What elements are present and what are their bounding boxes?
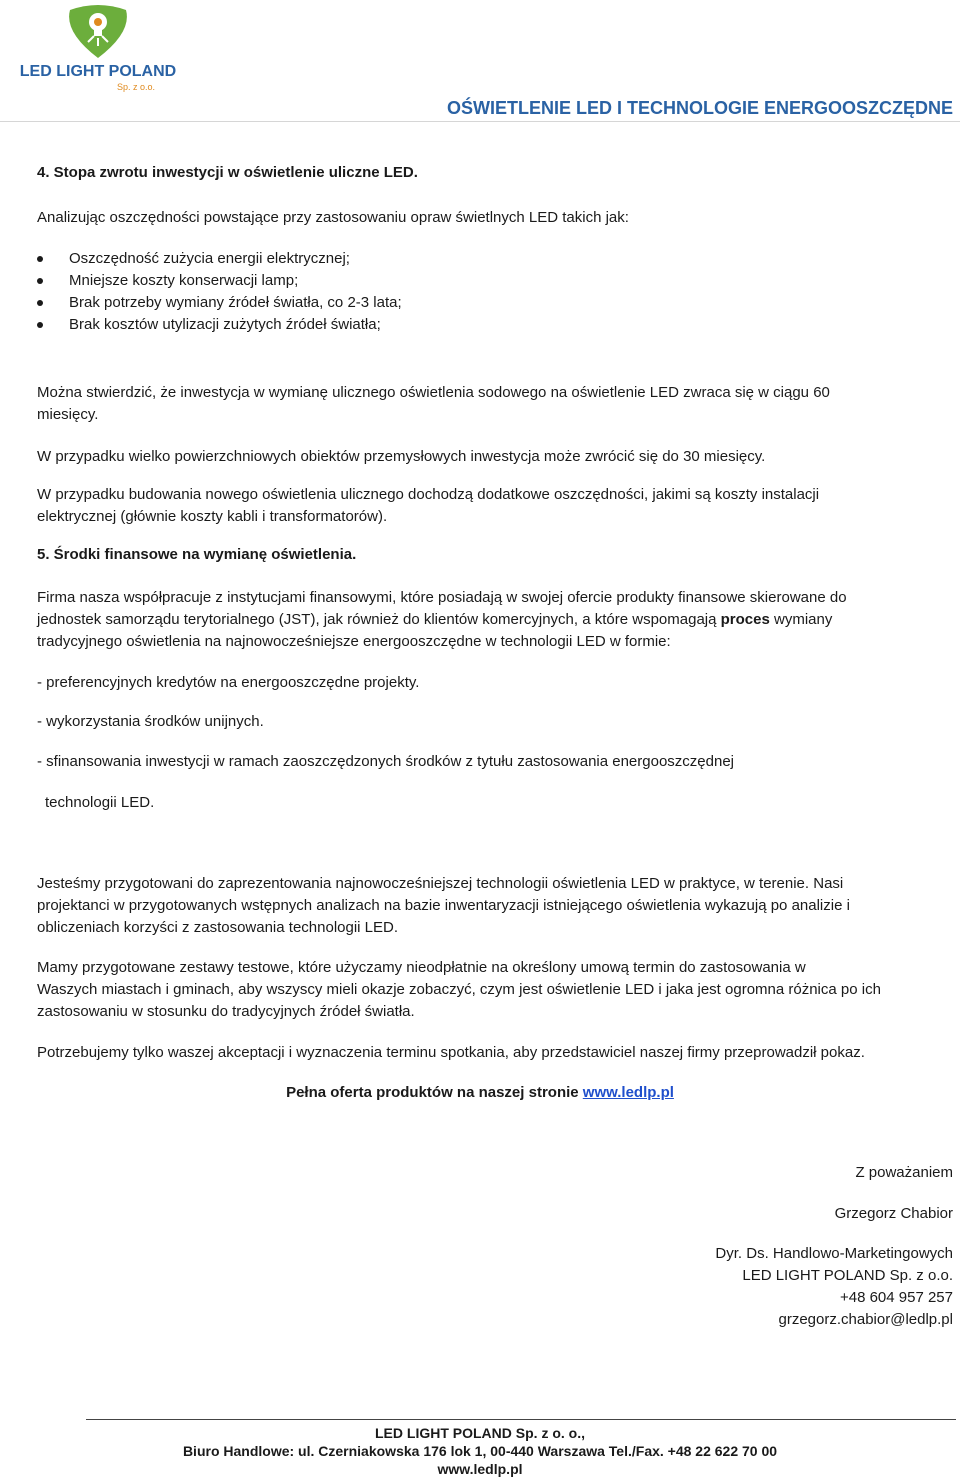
header-title: OŚWIETLENIE LED I TECHNOLOGIE ENERGOOSZCZĘDNE <box>446 98 953 118</box>
paragraph: miesięcy. <box>37 406 99 423</box>
financing-option: - sfinansowania inwestycji w ramach zaoszczędzonych środków z tytułu zastosowania energooszczędnej <box>37 753 735 770</box>
footer-address: Biuro Handlowe: ul. Czerniakowska 176 lok 1, 00-440 Warszawa Tel./Fax. +48 22 622 70 00 <box>182 1443 778 1459</box>
financing-option: - preferencyjnych kredytów na energooszczędne projekty. <box>37 674 420 691</box>
svg-text:Sp. z o.o.: Sp. z o.o. <box>116 82 156 92</box>
paragraph <box>37 610 832 629</box>
paragraph: Potrzebujemy tylko waszej akceptacji i wyznaczenia terminu spotkania, aby przedstawiciel naszej firmy przeprowadził pokaz. <box>37 1044 865 1061</box>
header-divider <box>0 121 960 122</box>
section4-heading: 4. Stopa zwrotu inwestycji w oświetlenie uliczne LED. <box>37 164 418 181</box>
company-logo <box>18 2 178 94</box>
paragraph: elektrycznej (głównie koszty kabli i transformatorów). <box>37 508 388 525</box>
paragraph: Waszych miastach i gminach, aby wszyscy mieli okazje zobaczyć, czym jest oświetlenie LED i jaka jest ogromna różnica po ich <box>37 981 881 998</box>
section4-intro: Analizując oszczędności powstające przy zastosowaniu opraw świetlnych LED takich jak: <box>37 209 629 226</box>
footer-company: LED LIGHT POLAND Sp. z o. o., <box>375 1425 585 1441</box>
paragraph-text: wymiany <box>774 611 833 628</box>
logo-graphic <box>18 2 178 94</box>
paragraph: obliczeniach korzyści z zastosowania technologii LED. <box>37 919 399 936</box>
paragraph-text: jednostek samorządu terytorialnego (JST), jak również do klientów komercyjnych, a które wspomagają <box>37 611 717 628</box>
list-item: Brak potrzeby wymiany źródeł światła, co 2-3 lata; <box>37 293 402 315</box>
greeting: Z poważaniem <box>855 1164 953 1181</box>
paragraph: W przypadku wielko powierzchniowych obiektów przemysłowych inwestycja może zwrócić się do 30 miesięcy. <box>37 448 766 465</box>
paragraph-emphasis: proces <box>720 611 770 628</box>
signer-phone: +48 604 957 257 <box>839 1289 953 1306</box>
signer-title: Dyr. Ds. Handlowo-Marketingowych <box>715 1245 953 1262</box>
signer-email: grzegorz.chabior@ledlp.pl <box>778 1311 953 1328</box>
footer-divider <box>86 1419 956 1420</box>
financing-option-cont: technologii LED. <box>45 794 155 811</box>
signer-name: Grzegorz Chabior <box>834 1205 953 1222</box>
paragraph: projektanci w przygotowanych wstępnych analizach na bazie inwentaryzacji istniejącego oświetlenia wykazują po analizie i <box>37 897 850 914</box>
section5-heading: 5. Środki finansowe na wymianę oświetlenia. <box>37 546 357 563</box>
paragraph: tradycyjnego oświetlenia na najnowocześniejsze energooszczędne w technologii LED w formie: <box>37 633 671 650</box>
offer-text: Pełna oferta produktów na naszej stronie <box>286 1084 579 1101</box>
signer-company: LED LIGHT POLAND Sp. z o.o. <box>742 1267 953 1284</box>
paragraph: zastosowaniu w stosunku do tradycyjnych źródeł światła. <box>37 1003 415 1020</box>
list-item: Oszczędność zużycia energii elektrycznej; <box>37 249 402 271</box>
offer-line <box>0 1083 960 1102</box>
paragraph: Jesteśmy przygotowani do zaprezentowania najnowocześniejszej technologii oświetlenia LED w praktyce, w terenie. Nasi <box>37 875 844 892</box>
footer-website: www.ledlp.pl <box>437 1461 523 1477</box>
financing-option: - wykorzystania środków unijnych. <box>37 713 264 730</box>
svg-text:LED LIGHT POLAND: LED LIGHT POLAND <box>19 63 177 80</box>
paragraph: Mamy przygotowane zestawy testowe, które użyczamy nieodpłatnie na określony umową termin do zastosowania w <box>37 959 806 976</box>
paragraph: W przypadku budowania nowego oświetlenia ulicznego dochodzą dodatkowe oszczędności, jakimi są koszty instalacji <box>37 486 820 503</box>
website-link[interactable]: www.ledlp.pl <box>582 1084 674 1101</box>
savings-list <box>37 249 402 337</box>
list-item: Mniejsze koszty konserwacji lamp; <box>37 271 402 293</box>
list-item: Brak kosztów utylizacji zużytych źródeł światła; <box>37 315 402 337</box>
paragraph: Można stwierdzić, że inwestycja w wymianę ulicznego oświetlenia sodowego na oświetlenie LED zwraca się w ciągu 60 <box>37 384 830 401</box>
paragraph: Firma nasza współpracuje z instytucjami finansowymi, które posiadają w swojej ofercie produkty finansowe skierowane do <box>37 589 847 606</box>
